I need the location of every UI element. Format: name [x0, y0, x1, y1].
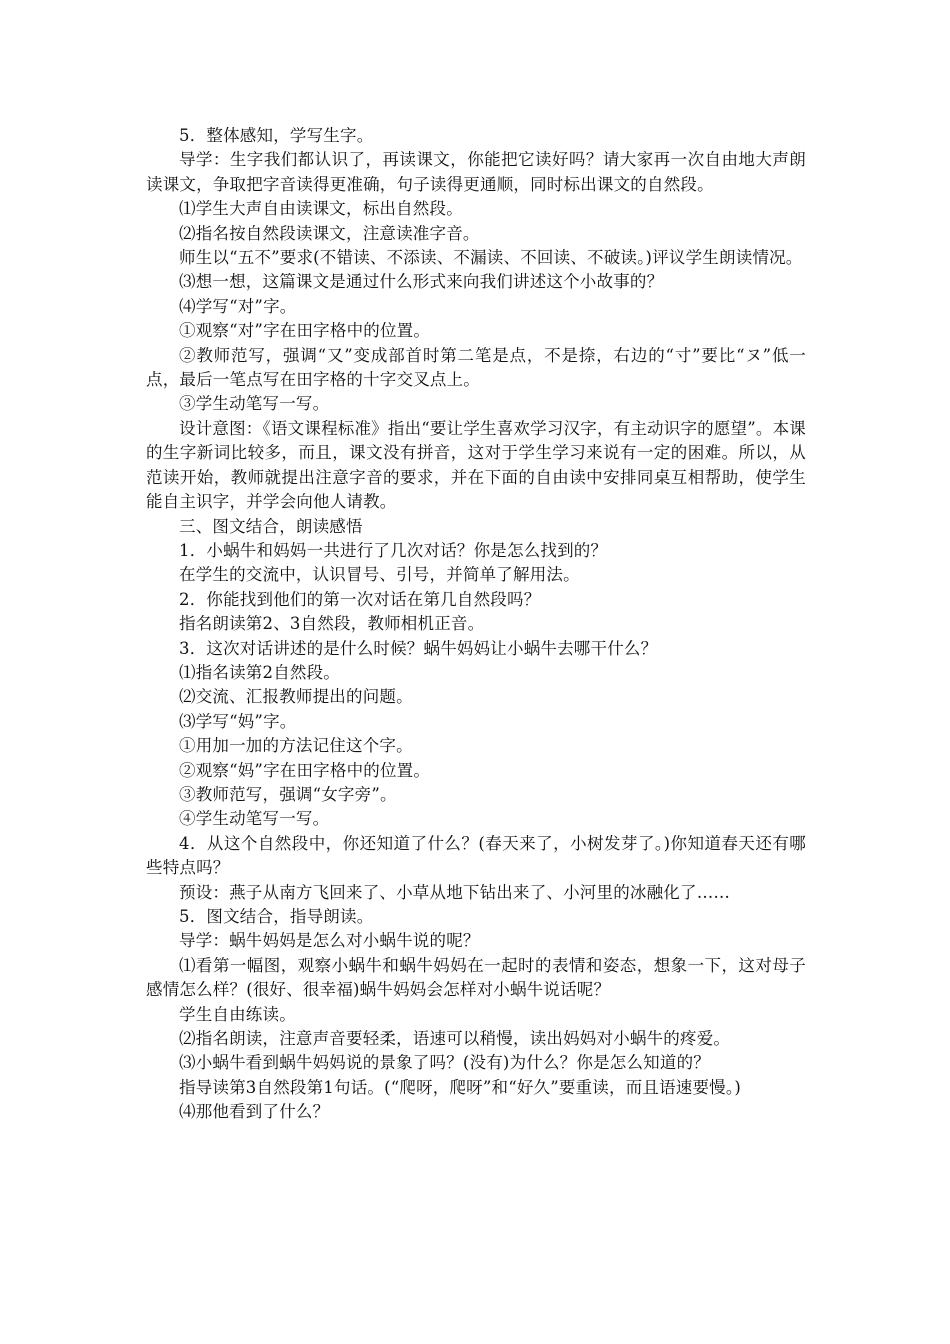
paragraph: ⑵交流、汇报教师提出的问题。 — [179, 687, 413, 707]
paragraph: 预设：燕子从南方飞回来了、小草从地下钻出来了、小河里的冰融化了…… — [179, 882, 731, 902]
paragraph: ④学生动笔写一写。 — [179, 809, 330, 829]
paragraph: 3．这次对话讲述的是什么时候？蜗牛妈妈让小蜗牛去哪干什么？ — [179, 638, 658, 658]
paragraph: ⑴学生大声自由读课文，标出自然段。 — [179, 199, 463, 219]
paragraph: 4．从这个自然段中，你还知道了什么？(春天来了，小树发芽了。)你知道春天还有哪些特点吗？ — [146, 833, 806, 878]
paragraph: ③教师范写，强调“女字旁”。 — [179, 784, 397, 804]
paragraph: ⑷那他看到了什么？ — [179, 1102, 330, 1122]
paragraph: 5．整体感知，学写生字。 — [179, 126, 374, 145]
paragraph: ⑶想一想，这篇课文是通过什么形式来向我们讲述这个小故事的？ — [179, 272, 664, 292]
paragraph: 导学：生字我们都认识了，再读课文，你能把它读好吗？请大家再一次自由地大声朗读课文，争取把字音读得更准确，句子读得更通顺，同时标出课文的自然段。 — [146, 150, 806, 194]
paragraph: 5．图文结合，指导朗读。 — [179, 907, 374, 926]
paragraph: 导学：蜗牛妈妈是怎么对小蜗牛说的呢？ — [179, 931, 480, 951]
paragraph: ⑵指名按自然段读课文，注意读准字音。 — [179, 223, 480, 243]
paragraph: 1．小蜗牛和妈妈一共进行了几次对话？你是怎么找到的？ — [179, 540, 608, 560]
document-body — [146, 124, 806, 1125]
paragraph: ⑴指名读第2自然段。 — [179, 662, 340, 682]
section-heading: 三、图文结合，朗读感悟 — [179, 516, 363, 536]
paragraph: ⑷学写“对”字。 — [179, 296, 297, 316]
paragraph: ①观察“对”字在田字格中的位置。 — [179, 321, 431, 341]
paragraph: 学生自由练读。 — [179, 1004, 296, 1024]
paragraph: ①用加一加的方法记住这个字。 — [179, 736, 413, 756]
paragraph: 设计意图：《语文课程标准》指出“要让学生喜欢学习汉字，有主动识字的愿望”。本课的生字新词比较多，而且，课文没有拼音，这对于学生学习来说有一定的困难。所以，从范读开始，教师就提出注意字音的要求，并在下面的自由读中安排同桌互相帮助，使学生能自主识字，并学会向他人请教。 — [146, 418, 806, 512]
paragraph: 指名朗读第2、3自然段，教师相机正音。 — [179, 614, 485, 634]
paragraph: ⑶小蜗牛看到蜗牛妈妈说的景象了吗？(没有)为什么？你是怎么知道的？ — [179, 1053, 710, 1073]
paragraph: 在学生的交流中，认识冒号、引号，并简单了解用法。 — [179, 565, 580, 585]
paragraph: 师生以“五不”要求(不错读、不添读、不漏读、不回读、不破读。)评议学生朗读情况。 — [179, 248, 803, 268]
paragraph: ②观察“妈”字在田字格中的位置。 — [179, 760, 431, 780]
paragraph: ⑵指名朗读，注意声音要轻柔，语速可以稍慢，读出妈妈对小蜗牛的疼爱。 — [179, 1029, 731, 1049]
paragraph: ⑴看第一幅图，观察小蜗牛和蜗牛妈妈在一起时的表情和姿态，想象一下，这对母子感情怎么样？(很好、很幸福)蜗牛妈妈会怎样对小蜗牛说话呢？ — [146, 955, 806, 1000]
paragraph: 2．你能找到他们的第一次对话在第几自然段吗？ — [179, 589, 541, 609]
paragraph: ③学生动笔写一写。 — [179, 394, 330, 414]
paragraph: ⑶学写“妈”字。 — [179, 711, 297, 731]
paragraph: 指导读第3自然段第1句话。(“爬呀，爬呀”和“好久”要重读，而且语速要慢。) — [179, 1077, 741, 1097]
paragraph: ②教师范写，强调“又”变成部首时第二笔是点，不是捺，右边的“寸”要比“ヌ”低一点，最后一笔点写在田字格的十字交叉点上。 — [146, 345, 806, 390]
